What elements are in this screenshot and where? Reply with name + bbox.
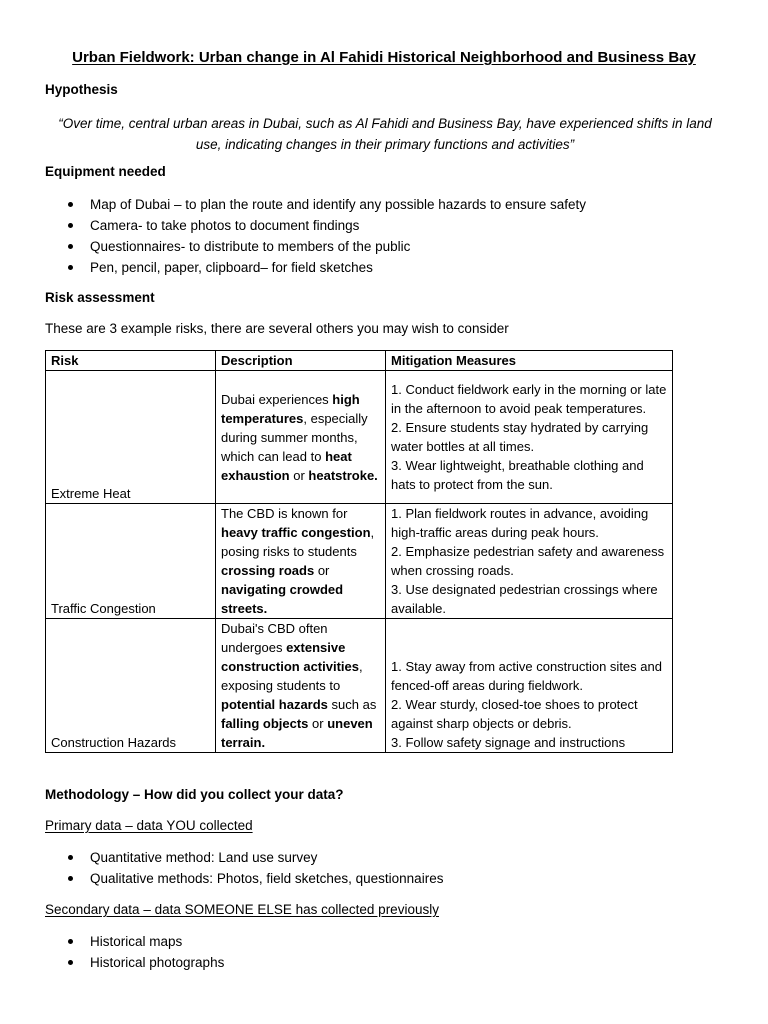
description-cell [216, 504, 386, 619]
bold-text: potential hazards [221, 697, 328, 712]
list-item: Quantitative method: Land use survey [45, 847, 443, 868]
mitigation-cell: 1. Conduct fieldwork early in the morning or late in the afternoon to avoid peak temperatures. 2. Ensure students stay hydrated by carrying water bottles at all times. 3. Wear lightweight, breathable clothing and hats to protect from the sun. [386, 371, 673, 504]
risk-cell: Extreme Heat [46, 371, 216, 504]
list-item: Historical photographs [45, 952, 224, 973]
list-item: Map of Dubai – to plan the route and identify any possible hazards to ensure safety [45, 194, 586, 215]
mitigation-cell: 1. Plan fieldwork routes in advance, avoiding high-traffic areas during peak hours. 2. Emphasize pedestrian safety and awareness when crossing roads. 3. Use designated pedestrian crossings where available. [386, 504, 673, 619]
bold-text: heatstroke. [308, 467, 378, 483]
text-run: such as [327, 697, 377, 712]
risk-table [45, 350, 673, 753]
risk-assessment-heading: Risk assessment [45, 290, 155, 305]
bullet-icon [68, 876, 73, 881]
bold-text: falling objects [221, 716, 309, 731]
column-header-risk: Risk [46, 351, 216, 371]
text-run: or [314, 563, 330, 578]
bold-text: crossing roads [221, 563, 315, 578]
text-run: Dubai experiences [221, 391, 333, 407]
text-run: or [308, 716, 328, 731]
bold-text: heat exhaustion [221, 448, 352, 483]
mitigation-cell: 1. Stay away from active construction sites and fenced-off areas during fieldwork. 2. Wear sturdy, closed-toe shoes to protect against sharp objects or debris. 3. Follow safety signage and instructions [386, 619, 673, 753]
table-header-row [46, 351, 673, 371]
bullet-icon [68, 855, 73, 860]
description-cell [216, 619, 386, 753]
text-run: The CBD is known for [221, 506, 348, 521]
text-run: Dubai's CBD often undergoes [221, 621, 328, 655]
text-run: , posing risks to students [221, 525, 375, 559]
text-run: or [289, 467, 309, 483]
bold-text: navigating crowded streets. [221, 582, 344, 616]
primary-data-list [45, 847, 443, 889]
column-header-description: Description [216, 351, 386, 371]
bullet-icon [68, 939, 73, 944]
column-header-mitigation: Mitigation Measures [386, 351, 673, 371]
equipment-heading: Equipment needed [45, 164, 166, 179]
bold-text: extensive construction activities [221, 640, 359, 674]
table-row [46, 504, 673, 619]
text-run: , especially during summer months, which can lead to [221, 410, 368, 464]
table-row [46, 619, 673, 753]
equipment-list [45, 194, 586, 278]
bullet-icon [68, 223, 73, 228]
risk-cell: Traffic Congestion [46, 504, 216, 619]
table-row [46, 371, 673, 504]
document-title: Urban Fieldwork: Urban change in Al Fahidi Historical Neighborhood and Business Bay [72, 49, 696, 66]
description-cell [216, 371, 386, 504]
text-run: , exposing students to [221, 659, 363, 693]
bullet-icon [68, 202, 73, 207]
hypothesis-quote: “Over time, central urban areas in Dubai, such as Al Fahidi and Business Bay, have experienced shifts in land use, indicating changes in their primary functions and activities” [58, 116, 712, 152]
bullet-icon [68, 244, 73, 249]
bold-text: high temperatures [221, 391, 360, 426]
list-item: Pen, pencil, paper, clipboard– for field sketches [45, 257, 586, 278]
bold-text: heavy traffic congestion [221, 525, 371, 540]
secondary-data-heading: Secondary data – data SOMEONE ELSE has collected previously [45, 902, 439, 917]
list-item: Camera- to take photos to document findings [45, 215, 586, 236]
hypothesis-heading: Hypothesis [45, 82, 118, 97]
bullet-icon [68, 265, 73, 270]
list-item: Qualitative methods: Photos, field sketches, questionnaires [45, 868, 443, 889]
risk-cell: Construction Hazards [46, 619, 216, 753]
bold-text: uneven terrain. [221, 716, 373, 750]
methodology-heading: Methodology – How did you collect your data? [45, 787, 344, 802]
risk-intro: These are 3 example risks, there are several others you may wish to consider [45, 321, 509, 336]
secondary-data-list [45, 931, 224, 973]
list-item: Questionnaires- to distribute to members of the public [45, 236, 586, 257]
primary-data-heading: Primary data – data YOU collected [45, 818, 253, 833]
bullet-icon [68, 960, 73, 965]
list-item: Historical maps [45, 931, 224, 952]
